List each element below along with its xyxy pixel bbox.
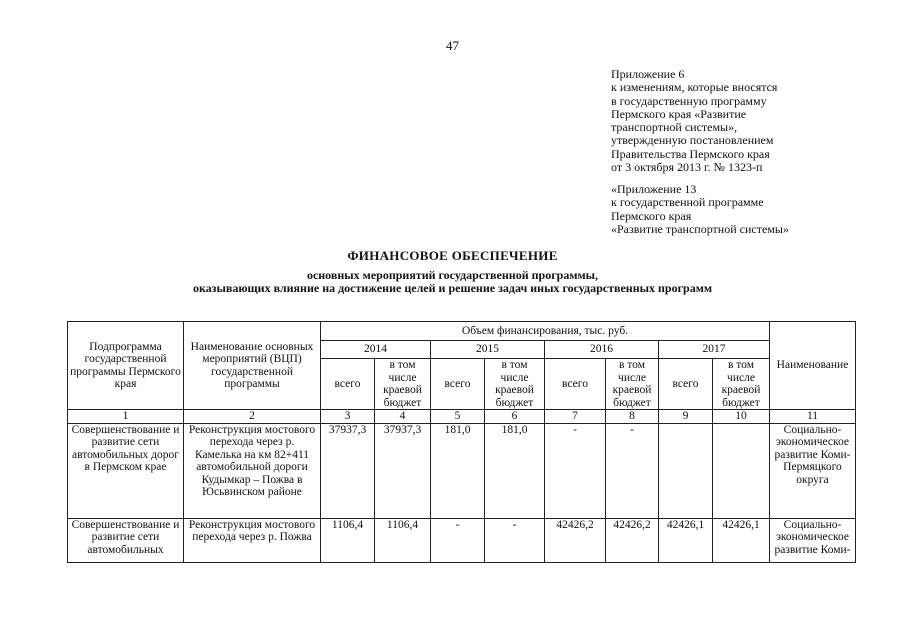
header-year-2017: 2017 [659,341,770,359]
document-title: ФИНАНСОВОЕ ОБЕСПЕЧЕНИЕ [347,248,558,263]
row-value: - [431,518,485,562]
subtitle-line-2: оказывающих влияние на достижение целей и решение задач иных государственных программ [192,281,713,295]
column-number: 9 [659,410,713,424]
header-volume: Объем финансирования, тыс. руб. [321,322,770,341]
appendix-13-line: к государственной программе [611,195,764,210]
column-number: 11 [770,410,856,424]
appendix-13-line: «Развитие транспортной системы» [611,221,789,236]
header-regional: в том числе краевой бюджет [375,359,431,410]
row-action: Реконструкция мостового перехода через р. Камелька на км 82+411 автомобильной дороги Кудымкар – Пожва в Юсьвинском районе [184,423,321,518]
header-total: всего [321,359,375,410]
row-value: 181,0 [485,423,545,518]
header-regional: в том числе краевой бюджет [606,359,659,410]
row-name: Социально-экономическое развитие Коми- [770,518,856,562]
header-total: всего [431,359,485,410]
column-number: 1 [68,410,184,424]
column-number: 4 [375,410,431,424]
header-regional: в том числе краевой бюджет [713,359,770,410]
row-value: 37937,3 [321,423,375,518]
column-number: 2 [184,410,321,424]
row-value: 37937,3 [375,423,431,518]
financing-table [67,321,856,563]
row-name: Социально-экономическое развитие Коми-Пермяцкого округа [770,423,856,518]
appendix-6-line: Пермского края «Развитие [611,106,747,121]
row-value: - [606,423,659,518]
column-number: 8 [606,410,659,424]
table-row [68,423,856,518]
document-subtitle [0,269,905,295]
appendix-6-line: к изменениям, которые вносятся [611,80,778,95]
row-action: Реконструкция мостового перехода через р. Пожва [184,518,321,562]
column-number: 5 [431,410,485,424]
row-subprogram: Совершенствование и развитие сети автомобильных [68,518,184,562]
appendix-13-line: «Приложение 13 [611,182,697,196]
header-year-2015: 2015 [431,341,545,359]
appendix-13-block [611,183,789,236]
header-subprogram: Подпрограмма государственной программы Пермского края [68,322,184,410]
header-regional: в том числе краевой бюджет [485,359,545,410]
column-number: 7 [545,410,606,424]
column-number: 10 [713,410,770,424]
appendix-6-line: в государственную программу [611,93,767,108]
appendix-6-line: транспортной системы», [611,120,738,135]
header-action: Наименование основных мероприятий (ВЦП) государственной программы [184,322,321,410]
row-value [713,423,770,518]
header-total: всего [545,359,606,410]
row-value: 42426,2 [545,518,606,562]
row-value [659,423,713,518]
row-value: - [485,518,545,562]
row-subprogram: Совершенствование и развитие сети автомобильных дорог в Пермском крае [68,423,184,518]
row-value: 1106,4 [321,518,375,562]
column-number: 6 [485,410,545,424]
appendix-6-line: Правительства Пермского края [611,146,770,161]
row-value: 42426,1 [659,518,713,562]
header-total: всего [659,359,713,410]
row-value: - [545,423,606,518]
appendix-6-line: утвержденную постановлением [611,133,774,148]
column-number: 3 [321,410,375,424]
header-year-2014: 2014 [321,341,431,359]
table-row [68,518,856,562]
row-value: 42426,1 [713,518,770,562]
appendix-6-line: Приложение 6 [611,67,685,81]
row-value: 1106,4 [375,518,431,562]
header-name: Наименование [770,322,856,410]
header-year-2016: 2016 [545,341,659,359]
row-value: 181,0 [431,423,485,518]
appendix-13-line: Пермского края [611,208,692,223]
subtitle-line-1: основных мероприятий государственной программы, [306,268,599,282]
appendix-6-block [611,68,777,174]
appendix-6-line: от 3 октября 2013 г. № 1323-п [611,160,763,175]
page-number: 47 [446,38,459,53]
row-value: 42426,2 [606,518,659,562]
